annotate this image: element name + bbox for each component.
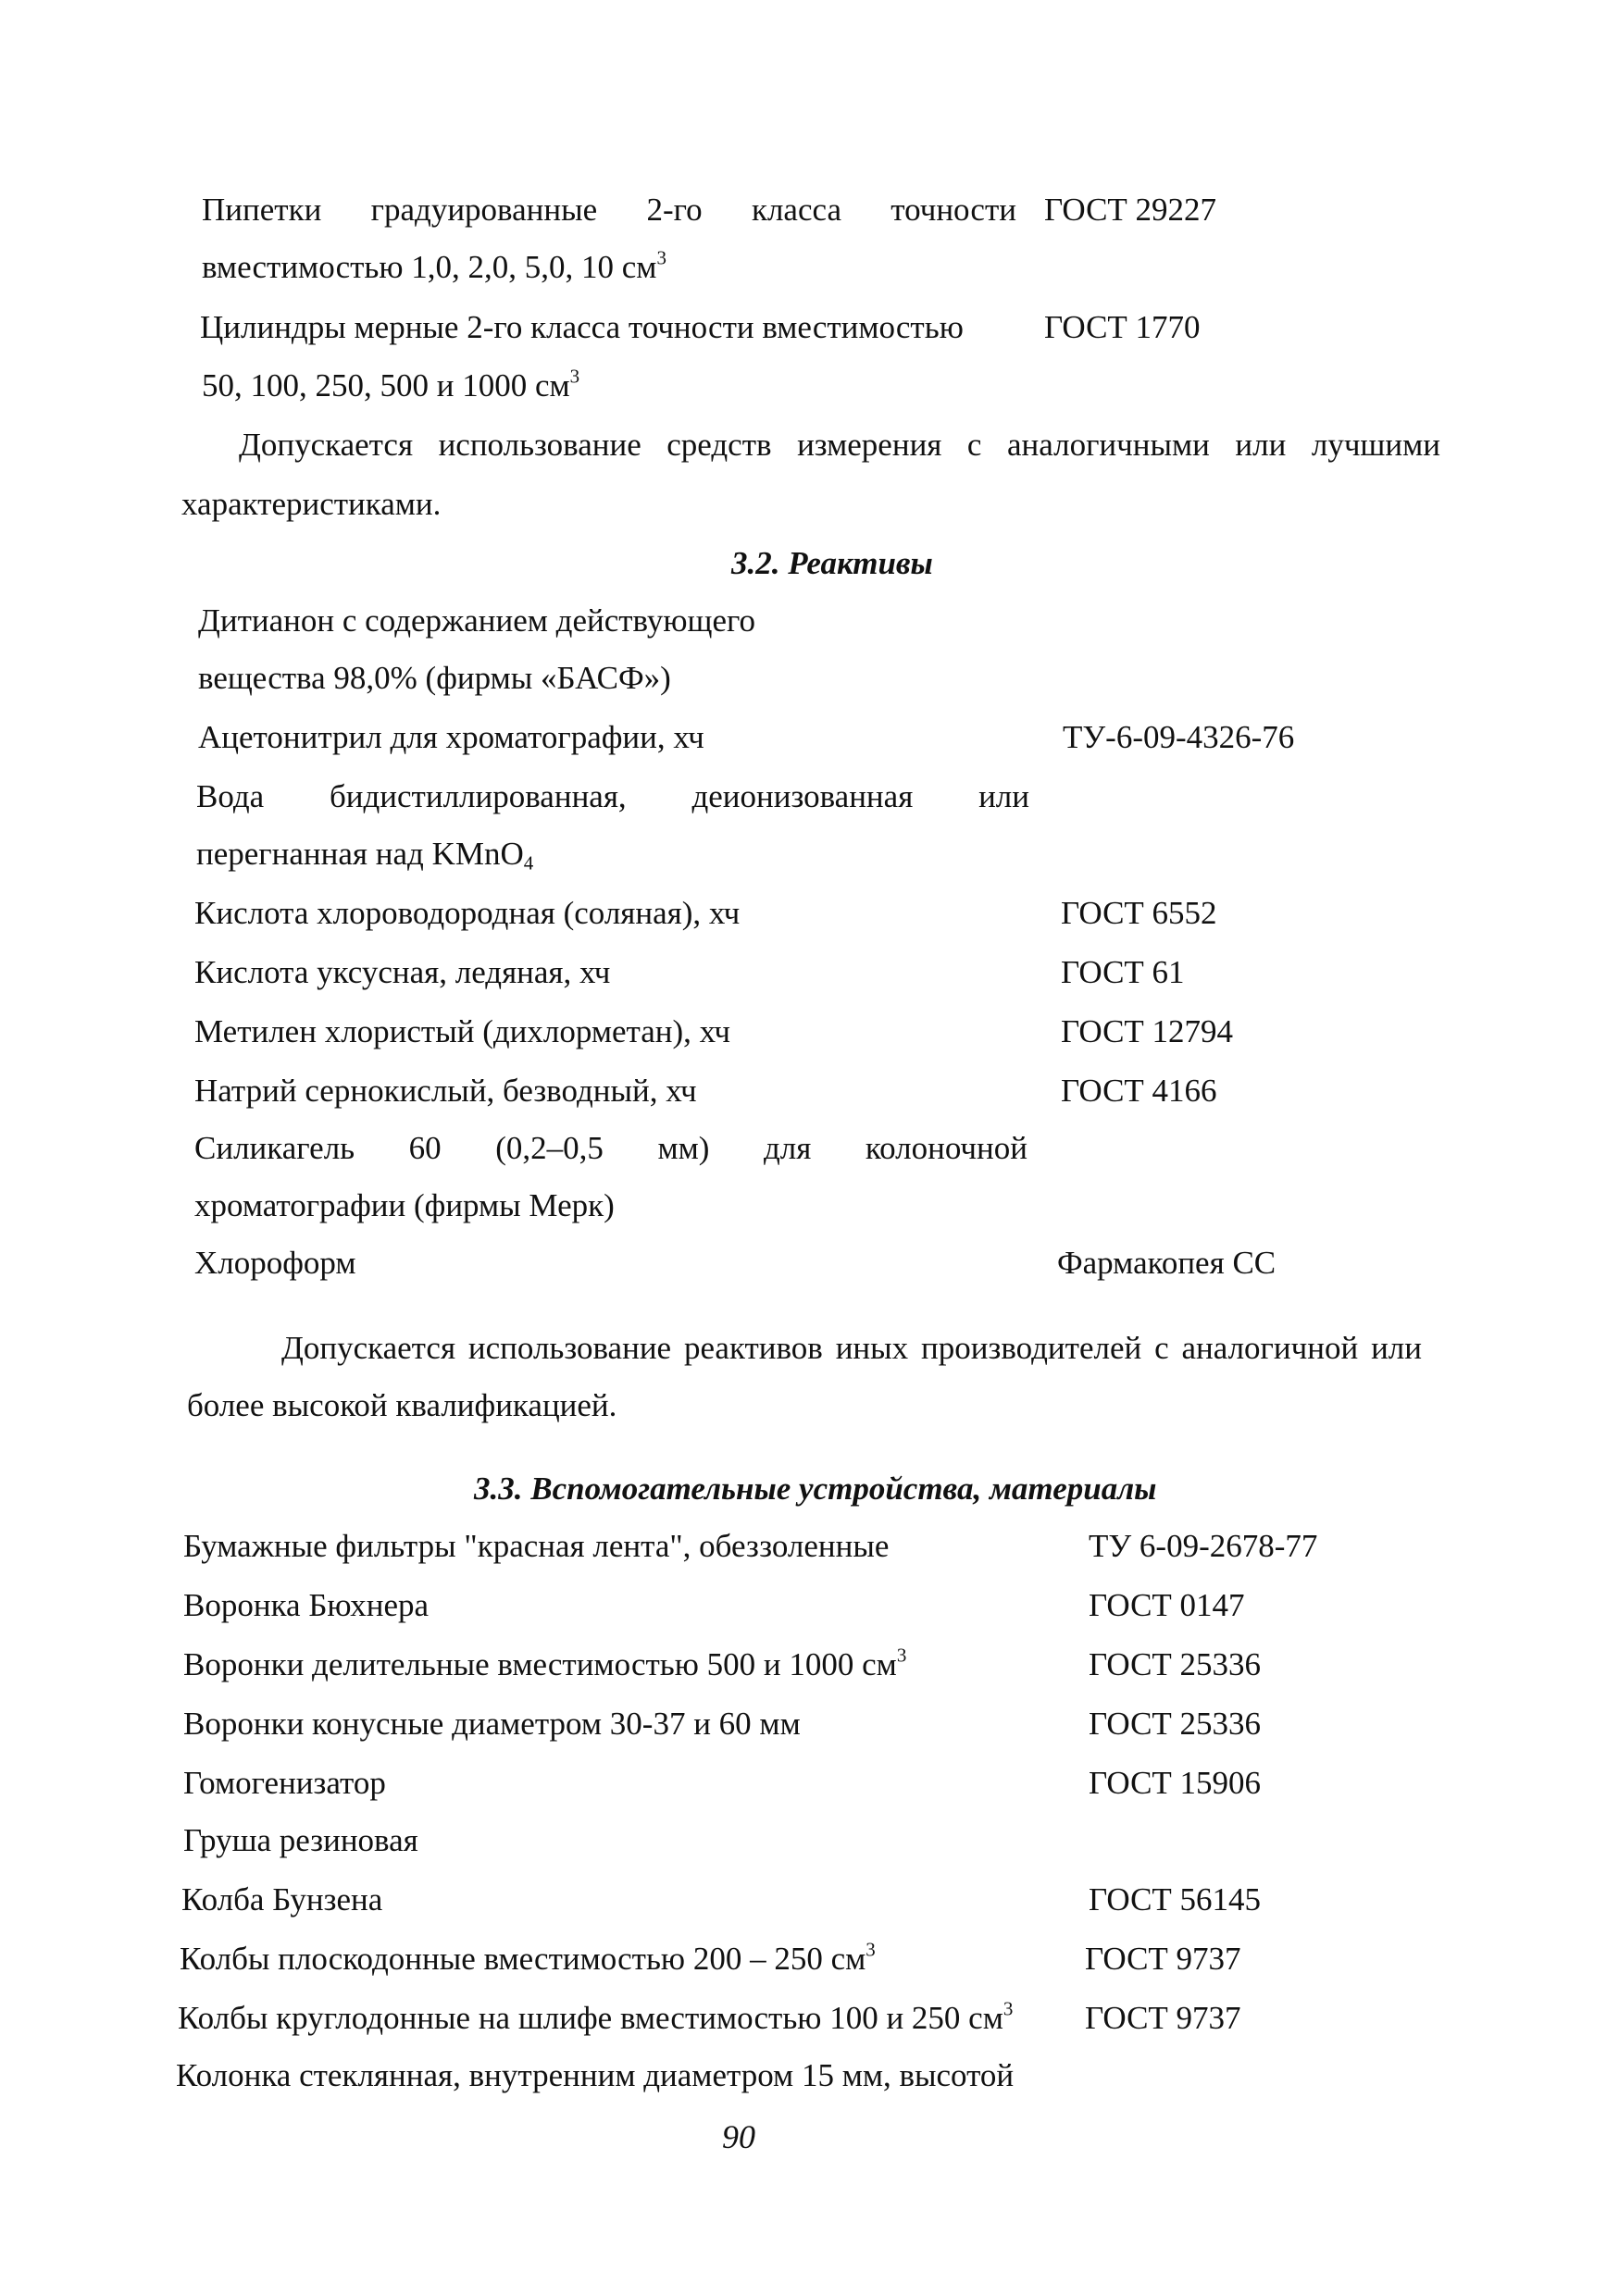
page-number: 90 [722,2118,755,2155]
aux-buchner-funnel: Воронка Бюхнера [183,1587,430,1623]
aux-glass-column: Колонка стеклянная, внутренним диаметром 15 мм, высотой [176,2057,1015,2093]
aux-rubber-bulb: Груша резиновая [183,1822,418,1858]
instrument-cylinders-line2: 50, 100, 250, 500 и 1000 $см^3$ [202,365,580,403]
aux-round-bottom-flasks: Колбы круглодонные на шлифе вместимостью 100 и 250 $см^3$ [178,1997,1014,2036]
aux-bunsen-flask: Колба Бунзена [181,1881,383,1917]
instrument-pipettes-standard: ГОСТ 29227 [1044,192,1217,228]
reagents-note-line2: более высокой квалификацией. [187,1387,617,1423]
reagents-note-line1: Допускается использование реактивов иных производителей с аналогичной или [281,1330,1422,1366]
aux-bunsen-flask-standard: ГОСТ 56145 [1089,1881,1262,1917]
aux-separatory-funnels: Воронки делительные вместимостью 500 и 1000 $см^3$ [183,1644,907,1682]
aux-paper-filters: Бумажные фильтры "красная лента", обеззоленные [183,1528,890,1564]
instrument-pipettes-line1: Пипетки градуированные 2-го класса точности [202,192,1016,228]
instrument-pipettes-line2: вместимостью 1,0, 2,0, 5,0, 10 $см^3$ [202,246,666,285]
measuring-note-line1: Допускается использование средств измерения с аналогичными или лучшими [239,427,1440,463]
section-title-auxiliary: 3.3. Вспомогательные устройства, материалы [474,1471,1157,1507]
aux-homogenizer: Гомогенизатор [183,1765,386,1801]
reagent-water-line1: Вода бидистиллированная, деионизованная или [196,778,1029,814]
aux-paper-filters-standard: ТУ 6-09-2678-77 [1089,1528,1318,1564]
aux-conical-funnels: Воронки конусные диаметром 30-37 и 60 мм [183,1706,801,1742]
aux-conical-funnels-standard: ГОСТ 25336 [1089,1706,1262,1742]
reagent-dithianon-line1: Дитианон с содержанием действующего [198,602,755,639]
reagent-dithianon-line2: вещества 98,0% (фирмы «БАСФ») [198,660,671,696]
reagent-chloroform-standard: Фармакопея СС [1057,1245,1277,1281]
instrument-cylinders-line1: Цилиндры мерные 2-го класса точности вместимостью [200,309,964,345]
reagent-acetic-acid-standard: ГОСТ 61 [1061,954,1185,990]
reagent-dichloromethane-standard: ГОСТ 12794 [1061,1013,1234,1049]
measuring-note-line2: характеристиками. [181,486,442,522]
section-title-reagents: 3.2. Реактивы [731,545,933,581]
reagent-hydrochloric-acid-standard: ГОСТ 6552 [1061,895,1217,931]
aux-separatory-funnels-standard: ГОСТ 25336 [1089,1646,1262,1682]
instrument-cylinders-standard: ГОСТ 1770 [1044,309,1201,345]
reagent-acetonitrile-standard: ТУ-6-09-4326-76 [1063,719,1295,755]
aux-flat-bottom-flasks: Колбы плоскодонные вместимостью 200 – 250 $см^3$ [180,1938,876,1977]
aux-homogenizer-standard: ГОСТ 15906 [1089,1765,1262,1801]
reagent-dichloromethane: Метилен хлористый (дихлорметан), хч [194,1013,731,1049]
reagent-sodium-sulfate: Натрий сернокислый, безводный, хч [194,1073,697,1109]
reagent-water-line2: перегнанная над KMnO$_4$ [196,836,534,875]
aux-round-bottom-flasks-standard: ГОСТ 9737 [1085,2000,1241,2036]
reagent-acetic-acid: Кислота уксусная, ледяная, хч [194,954,611,990]
reagent-hydrochloric-acid: Кислота хлороводородная (соляная), хч [194,895,741,931]
aux-buchner-funnel-standard: ГОСТ 0147 [1089,1587,1245,1623]
reagent-silica-gel-line1: Силикагель 60 (0,2–0,5 мм) для колоночной [194,1130,1027,1166]
reagent-sodium-sulfate-standard: ГОСТ 4166 [1061,1073,1217,1109]
reagent-chloroform: Хлороформ [194,1245,356,1281]
reagent-acetonitrile: Ацетонитрил для хроматографии, хч [198,719,704,755]
reagent-silica-gel-line2: хроматографии (фирмы Мерк) [194,1187,615,1223]
aux-flat-bottom-flasks-standard: ГОСТ 9737 [1085,1941,1241,1977]
